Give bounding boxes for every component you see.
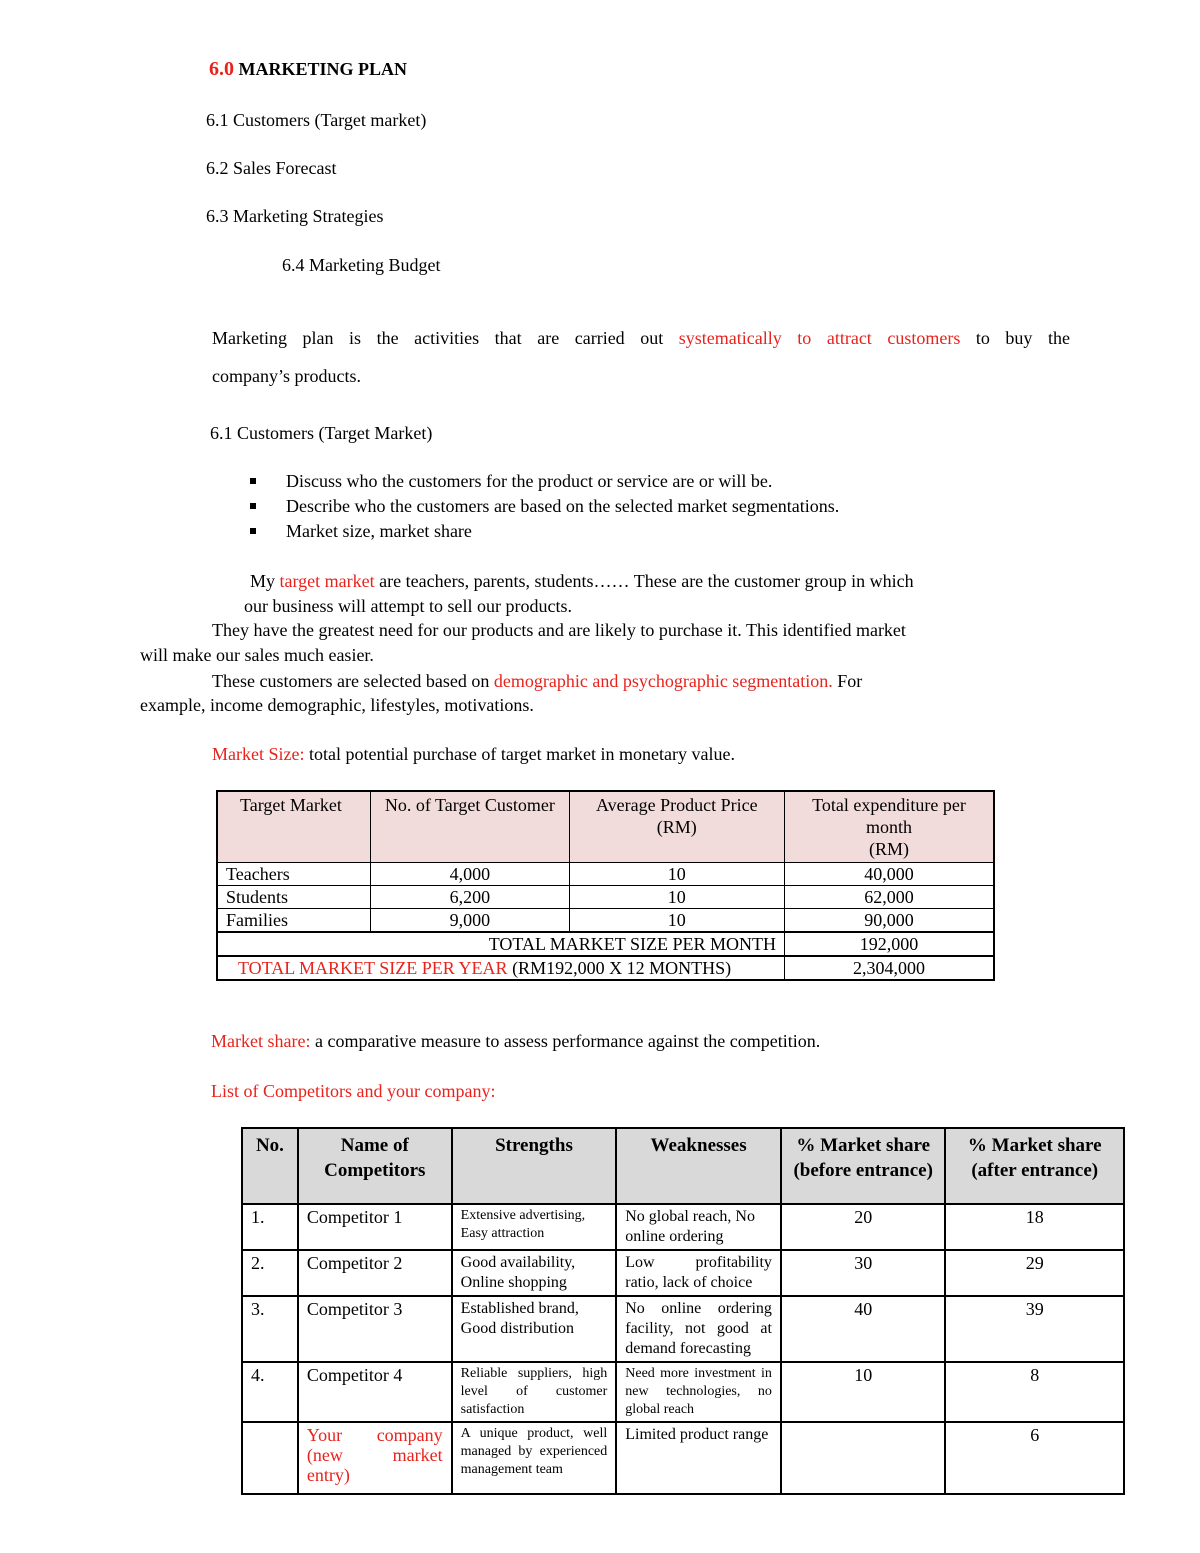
market-size-table	[216, 790, 995, 981]
total-month-value: 192,000	[784, 932, 994, 956]
header-weaknesses: Weaknesses	[616, 1128, 781, 1204]
cell-no: 3.	[242, 1296, 298, 1362]
cell-customers: 6,200	[371, 886, 569, 909]
intro-text-end: to buy the	[960, 328, 1070, 348]
market-share-text: a comparative measure to assess performance against the competition.	[310, 1031, 821, 1051]
list-item	[250, 470, 839, 495]
competitors-table	[241, 1127, 1125, 1495]
target-market-paragraph	[250, 571, 914, 592]
header-no-of-customer: No. of Target Customer	[371, 791, 569, 863]
p2-line-1: They have the greatest need for our products and are likely to purchase it. This identified market	[212, 620, 906, 640]
bullet-square-icon	[250, 528, 256, 534]
segmentation-paragraph	[212, 671, 862, 692]
bullet-text: Discuss who the customers for the product or service are or will be.	[286, 471, 773, 491]
cell-share-before: 20	[781, 1204, 946, 1250]
header-share-before: % Market share (before entrance)	[781, 1128, 946, 1204]
customers-heading: 6.1 Customers (Target Market)	[210, 423, 433, 443]
cell-target: Families	[217, 909, 371, 933]
cell-share-before: 40	[781, 1296, 946, 1362]
intro-highlight: systematically to attract customers	[678, 328, 961, 348]
toc-item-3: 6.3 Marketing Strategies	[206, 206, 384, 226]
table-row	[217, 863, 994, 886]
total-year-row	[217, 956, 994, 980]
page-heading	[209, 58, 407, 81]
header-average-price: Average Product Price (RM)	[569, 791, 784, 863]
header-total-expenditure	[784, 791, 994, 863]
cell-price: 10	[569, 863, 784, 886]
cell-share-after: 18	[945, 1204, 1124, 1250]
cell-share-before: 30	[781, 1250, 946, 1296]
table-header-row	[217, 791, 994, 863]
list-item	[250, 495, 839, 520]
intro-text: Marketing plan is the activities that are carried out	[212, 328, 679, 348]
total-month-row	[217, 932, 994, 956]
header-share-after: % Market share (after entrance)	[945, 1128, 1124, 1204]
total-year-formula: (RM192,000 X 12 MONTHS)	[507, 958, 732, 978]
p1-line-2: our business will attempt to sell our products.	[244, 596, 572, 616]
market-size-label: Market Size:	[212, 744, 305, 764]
cell-name: Competitor 2	[298, 1250, 452, 1296]
cell-share-before	[781, 1422, 946, 1494]
total-year-label: TOTAL MARKET SIZE PER YEAR	[238, 958, 508, 978]
p2-line-2: will make our sales much easier.	[140, 645, 374, 665]
bullet-square-icon	[250, 503, 256, 509]
market-share-label: Market share:	[211, 1031, 311, 1051]
header-no: No.	[242, 1128, 298, 1204]
cell-share-before: 10	[781, 1362, 946, 1422]
competitor-list-title: List of Competitors and your company:	[211, 1081, 496, 1101]
cell-name: Competitor 1	[298, 1204, 452, 1250]
cell-share-after: 6	[945, 1422, 1124, 1494]
cell-strengths: A unique product, well managed by experienced management team	[452, 1422, 617, 1494]
list-item	[250, 520, 839, 545]
market-size-text: total potential purchase of target market in monetary value.	[304, 744, 735, 764]
toc-item-2: 6.2 Sales Forecast	[206, 158, 337, 178]
cell-name: Competitor 3	[298, 1296, 452, 1362]
toc-item-1: 6.1 Customers (Target market)	[206, 110, 427, 130]
cell-name: Competitor 4	[298, 1362, 452, 1422]
total-year-label-cell	[217, 956, 784, 980]
cell-weaknesses: No online ordering facility, not good at demand forecasting	[616, 1296, 781, 1362]
p3-highlight: demographic and psychographic segmentation.	[493, 671, 833, 691]
table-row	[217, 886, 994, 909]
cell-share-after: 39	[945, 1296, 1124, 1362]
cell-total: 62,000	[784, 886, 994, 909]
table-row	[242, 1422, 1124, 1494]
cell-customers: 9,000	[371, 909, 569, 933]
customers-bullet-list	[250, 470, 839, 545]
cell-no: 1.	[242, 1204, 298, 1250]
cell-target: Teachers	[217, 863, 371, 886]
cell-strengths: Good availability, Online shopping	[452, 1250, 617, 1296]
total-year-value: 2,304,000	[784, 956, 994, 980]
table-row	[242, 1362, 1124, 1422]
header-name: Name of Competitors	[298, 1128, 452, 1204]
header-target-market: Target Market	[217, 791, 371, 863]
header-total-expenditure-text: Total expenditure per month	[812, 795, 966, 837]
cell-strengths: Established brand, Good distribution	[452, 1296, 617, 1362]
cell-strengths: Extensive advertising, Easy attraction	[452, 1204, 617, 1250]
p3-text: These customers are selected based on	[212, 671, 494, 691]
table-row	[242, 1250, 1124, 1296]
heading-title: MARKETING PLAN	[238, 59, 408, 79]
table-row	[242, 1204, 1124, 1250]
bullet-square-icon	[250, 478, 256, 484]
cell-total: 90,000	[784, 909, 994, 933]
bullet-text: Describe who the customers are based on the selected market segmentations.	[286, 496, 840, 516]
market-share-definition	[211, 1031, 820, 1052]
cell-weaknesses: Low profitability ratio, lack of choice	[616, 1250, 781, 1296]
p1-text-end: are teachers, parents, students…… These are the customer group in which	[374, 571, 914, 591]
intro-paragraph	[212, 328, 1070, 349]
bullet-text: Market size, market share	[286, 521, 472, 541]
cell-no	[242, 1422, 298, 1494]
cell-no: 2.	[242, 1250, 298, 1296]
header-strengths: Strengths	[452, 1128, 617, 1204]
cell-share-after: 8	[945, 1362, 1124, 1422]
cell-no: 4.	[242, 1362, 298, 1422]
toc-item-4: 6.4 Marketing Budget	[282, 255, 441, 275]
cell-weaknesses: No global reach, No online ordering	[616, 1204, 781, 1250]
p3-text-end: For	[832, 671, 863, 691]
cell-name: Your company (new market entry)	[298, 1422, 452, 1494]
cell-total: 40,000	[784, 863, 994, 886]
cell-weaknesses: Need more investment in new technologies, no global reach	[616, 1362, 781, 1422]
table-row	[242, 1296, 1124, 1362]
p1-highlight: target market	[279, 571, 375, 591]
table-row	[217, 909, 994, 933]
cell-weaknesses: Limited product range	[616, 1422, 781, 1494]
p3-line-2: example, income demographic, lifestyles, motivations.	[140, 695, 534, 715]
intro-line-2: company’s products.	[212, 366, 361, 386]
header-total-expenditure-unit: (RM)	[868, 839, 909, 859]
heading-number: 6.0	[209, 58, 234, 80]
cell-target: Students	[217, 886, 371, 909]
cell-share-after: 29	[945, 1250, 1124, 1296]
cell-price: 10	[569, 886, 784, 909]
cell-price: 10	[569, 909, 784, 933]
market-size-definition	[212, 744, 735, 765]
table-header-row	[242, 1128, 1124, 1204]
total-month-label: TOTAL MARKET SIZE PER MONTH	[217, 932, 784, 956]
cell-strengths: Reliable suppliers, high level of customer satisfaction	[452, 1362, 617, 1422]
p1-text: My	[250, 571, 280, 591]
cell-customers: 4,000	[371, 863, 569, 886]
